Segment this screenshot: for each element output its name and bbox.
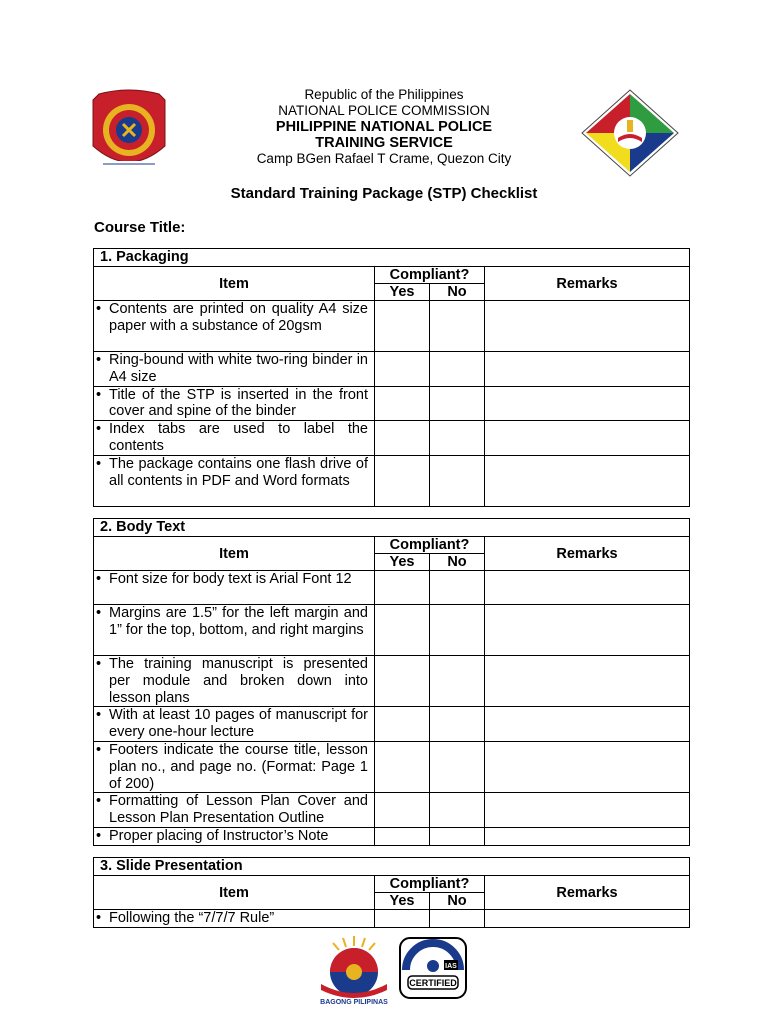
- no-cell[interactable]: [430, 301, 485, 352]
- remarks-cell[interactable]: [485, 827, 690, 845]
- section-title: 3. Slide Presentation: [94, 858, 690, 876]
- table-row: [94, 707, 690, 742]
- remarks-cell[interactable]: [485, 301, 690, 352]
- yes-cell[interactable]: [375, 455, 430, 506]
- remarks-cell[interactable]: [485, 352, 690, 387]
- yes-cell[interactable]: [375, 352, 430, 387]
- compliant-column-header: Compliant?: [375, 267, 485, 284]
- no-column-header: No: [430, 554, 485, 571]
- section-title: 2. Body Text: [94, 519, 690, 537]
- remarks-cell[interactable]: [485, 707, 690, 742]
- document-title: Standard Training Package (STP) Checklist: [230, 185, 538, 202]
- bagong-pilipinas-text: BAGONG PILIPINAS: [320, 999, 388, 1006]
- checklist-item: • Following the “7/7/7 Rule”: [94, 910, 375, 928]
- remarks-cell[interactable]: [485, 421, 690, 456]
- table-row: [94, 455, 690, 506]
- compliant-column-header: Compliant?: [375, 876, 485, 893]
- slide-presentation-checklist-table: [93, 857, 690, 928]
- compliant-column-header: Compliant?: [375, 537, 485, 554]
- checklist-item: • Contents are printed on quality A4 size paper with a substance of 20gsm: [94, 301, 375, 352]
- body-text-checklist-table: [93, 518, 690, 846]
- checklist-item: • Font size for body text is Arial Font 12: [94, 571, 375, 605]
- ias-certified-badge: [398, 936, 468, 1000]
- remarks-cell[interactable]: [485, 605, 690, 656]
- table-row: [94, 793, 690, 828]
- table-row: [94, 656, 690, 707]
- table-row: [94, 301, 690, 352]
- remarks-cell[interactable]: [485, 793, 690, 828]
- yes-cell[interactable]: [375, 421, 430, 456]
- no-cell[interactable]: [430, 571, 485, 605]
- table-row: [94, 571, 690, 605]
- yes-cell[interactable]: [375, 656, 430, 707]
- training-service-logo: [580, 88, 680, 178]
- checklist-item: • Margins are 1.5” for the left margin and 1” for the top, bottom, and right margins: [94, 605, 375, 656]
- yes-cell[interactable]: [375, 793, 430, 828]
- address-line: Camp BGen Rafael T Crame, Quezon City: [256, 151, 512, 166]
- no-cell[interactable]: [430, 793, 485, 828]
- item-column-header: Item: [94, 537, 375, 571]
- table-row: [94, 386, 690, 421]
- checklist-item: • Proper placing of Instructor’s Note: [94, 827, 375, 845]
- no-cell[interactable]: [430, 421, 485, 456]
- yes-column-header: Yes: [375, 893, 430, 910]
- remarks-cell[interactable]: [485, 741, 690, 792]
- no-cell[interactable]: [430, 386, 485, 421]
- no-cell[interactable]: [430, 741, 485, 792]
- item-column-header: Item: [94, 267, 375, 301]
- republic-line: Republic of the Philippines: [304, 87, 464, 102]
- remarks-cell[interactable]: [485, 455, 690, 506]
- remarks-column-header: Remarks: [485, 267, 690, 301]
- yes-cell[interactable]: [375, 910, 430, 928]
- course-title-label: Course Title:: [94, 219, 186, 236]
- yes-column-header: Yes: [375, 284, 430, 301]
- checklist-item: • Footers indicate the course title, lesson plan no., and page no. (Format: Page 1 of 200): [94, 741, 375, 792]
- section-title: 1. Packaging: [94, 249, 690, 267]
- checklist-item: • With at least 10 pages of manuscript for every one-hour lecture: [94, 707, 375, 742]
- pnp-line: PHILIPPINE NATIONAL POLICE: [275, 119, 493, 135]
- checklist-item: • Title of the STP is inserted in the front cover and spine of the binder: [94, 386, 375, 421]
- yes-cell[interactable]: [375, 827, 430, 845]
- table-row: [94, 827, 690, 845]
- table-row: [94, 421, 690, 456]
- remarks-cell[interactable]: [485, 571, 690, 605]
- yes-cell[interactable]: [375, 707, 430, 742]
- no-cell[interactable]: [430, 827, 485, 845]
- bagong-pilipinas-logo: [313, 932, 395, 1006]
- remarks-column-header: Remarks: [485, 876, 690, 910]
- checklist-item: • The training manuscript is presented per module and broken down into lesson plans: [94, 656, 375, 707]
- agency-heading: [200, 87, 568, 167]
- remarks-column-header: Remarks: [485, 537, 690, 571]
- table-row: [94, 352, 690, 387]
- checklist-item: • The package contains one flash drive of all contents in PDF and Word formats: [94, 455, 375, 506]
- training-service-line: TRAINING SERVICE: [315, 135, 453, 151]
- no-column-header: No: [430, 284, 485, 301]
- no-cell[interactable]: [430, 910, 485, 928]
- table-row: [94, 741, 690, 792]
- napolcom-line: NATIONAL POLICE COMMISSION: [278, 103, 490, 118]
- yes-cell[interactable]: [375, 386, 430, 421]
- yes-cell[interactable]: [375, 741, 430, 792]
- remarks-cell[interactable]: [485, 910, 690, 928]
- remarks-cell[interactable]: [485, 386, 690, 421]
- checklist-item: • Index tabs are used to label the contents: [94, 421, 375, 456]
- yes-cell[interactable]: [375, 301, 430, 352]
- item-column-header: Item: [94, 876, 375, 910]
- certified-text: CERTIFIED: [409, 978, 457, 988]
- yes-cell[interactable]: [375, 571, 430, 605]
- no-cell[interactable]: [430, 656, 485, 707]
- remarks-cell[interactable]: [485, 656, 690, 707]
- no-cell[interactable]: [430, 352, 485, 387]
- table-row: [94, 910, 690, 928]
- yes-column-header: Yes: [375, 554, 430, 571]
- no-column-header: No: [430, 893, 485, 910]
- packaging-checklist-table: [93, 248, 690, 507]
- no-cell[interactable]: [430, 455, 485, 506]
- pnp-seal-logo: [89, 86, 169, 178]
- no-cell[interactable]: [430, 605, 485, 656]
- table-row: [94, 605, 690, 656]
- checklist-item: • Ring-bound with white two-ring binder in A4 size: [94, 352, 375, 387]
- letterhead: [0, 0, 768, 180]
- checklist-item: • Formatting of Lesson Plan Cover and Lesson Plan Presentation Outline: [94, 793, 375, 828]
- ias-text: IAS: [445, 963, 457, 970]
- no-cell[interactable]: [430, 707, 485, 742]
- yes-cell[interactable]: [375, 605, 430, 656]
